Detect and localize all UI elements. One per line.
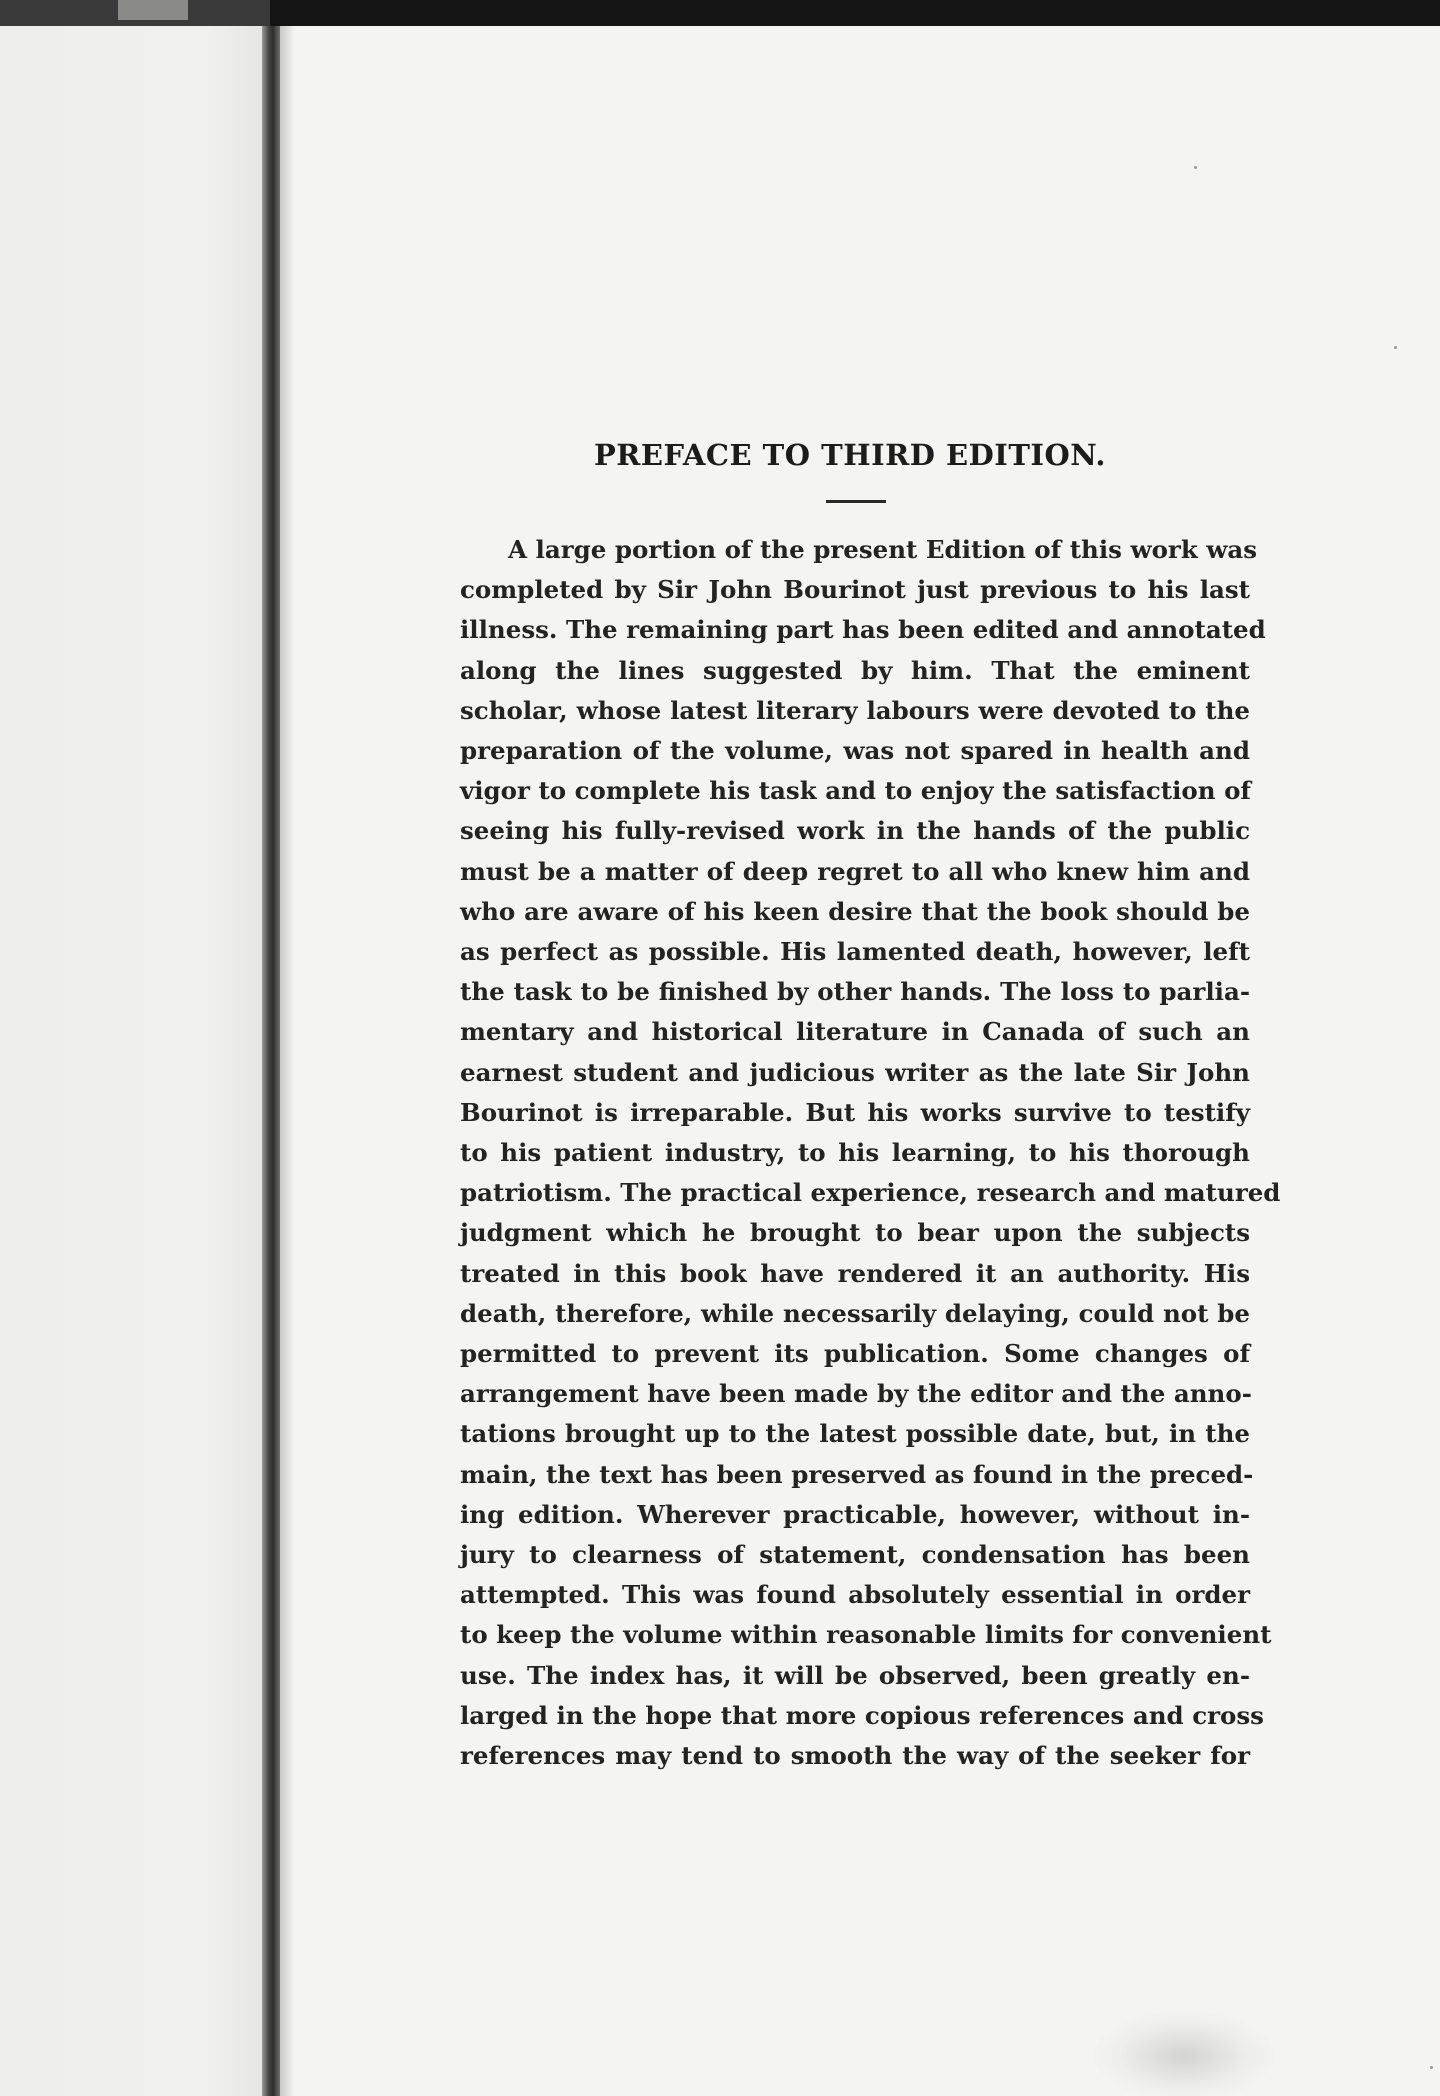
text-line: along the lines suggested by him. That the eminent — [460, 655, 1250, 685]
text-line: permitted to prevent its publication. Some changes of — [460, 1339, 1250, 1369]
text-line: death, therefore, while necessarily delaying, could not be — [460, 1298, 1250, 1328]
text-line: mentary and historical literature in Canada of such an — [460, 1017, 1250, 1047]
text-line: patriotism. The practical experience, research and matured — [460, 1178, 1281, 1208]
text-line: must be a matter of deep regret to all who knew him and — [460, 856, 1250, 886]
text-line: larged in the hope that more copious references and cross — [460, 1700, 1264, 1730]
page-speck — [1430, 2066, 1433, 2069]
text-line: illness. The remaining part has been edited and annotated — [460, 615, 1266, 645]
text-line: use. The index has, it will be observed, been greatly en- — [460, 1660, 1250, 1690]
page-title: PREFACE TO THIRD EDITION. — [594, 438, 1106, 472]
text-line: scholar, whose latest literary labours were devoted to the — [460, 695, 1250, 725]
page-speck — [1194, 166, 1197, 169]
text-line: jury to clearness of statement, condensation has been — [460, 1540, 1250, 1570]
page-smudge — [1094, 2011, 1274, 2096]
top-border-notch — [118, 0, 188, 20]
text-line: as perfect as possible. His lamented death, however, left — [460, 937, 1250, 967]
text-line: ing edition. Wherever practicable, however, without in- — [460, 1499, 1250, 1529]
page-speck — [1394, 346, 1397, 349]
text-line: A large portion of the present Edition of this work was — [508, 535, 1258, 564]
text-line: attempted. This was found absolutely essential in order — [460, 1580, 1250, 1610]
left-facing-page — [0, 26, 262, 2096]
gutter-shadow — [280, 26, 294, 2096]
text-line: to his patient industry, to his learning, to his thorough — [460, 1138, 1250, 1168]
text-line: completed by Sir John Bourinot just previous to his last — [460, 575, 1250, 605]
text-line: references may tend to smooth the way of the seeker for — [460, 1741, 1250, 1771]
text-line: seeing his fully-revised work in the hands of the public — [460, 816, 1250, 846]
title-rule — [826, 500, 886, 503]
text-line: treated in this book have rendered it an authority. His — [460, 1258, 1250, 1288]
text-line: to keep the volume within reasonable limits for convenient — [460, 1620, 1272, 1650]
text-line: tations brought up to the latest possible date, but, in the — [460, 1419, 1250, 1449]
top-dark-border — [0, 0, 1440, 26]
text-line: judgment which he brought to bear upon the subjects — [460, 1218, 1250, 1248]
text-line: Bourinot is irreparable. But his works survive to testify — [460, 1097, 1250, 1127]
preface-body — [460, 530, 1281, 1776]
book-gutter — [262, 26, 280, 2096]
text-line: main, the text has been preserved as found in the preced- — [460, 1459, 1254, 1489]
text-line: the task to be finished by other hands. The loss to parlia- — [460, 977, 1250, 1007]
text-line: who are aware of his keen desire that the book should be — [460, 896, 1250, 926]
text-line: earnest student and judicious writer as the late Sir John — [460, 1057, 1250, 1087]
text-line: vigor to complete his task and to enjoy the satisfaction of — [460, 776, 1251, 806]
text-line: arrangement have been made by the editor and the anno- — [460, 1379, 1252, 1409]
text-line: preparation of the volume, was not spared in health and — [460, 736, 1250, 766]
